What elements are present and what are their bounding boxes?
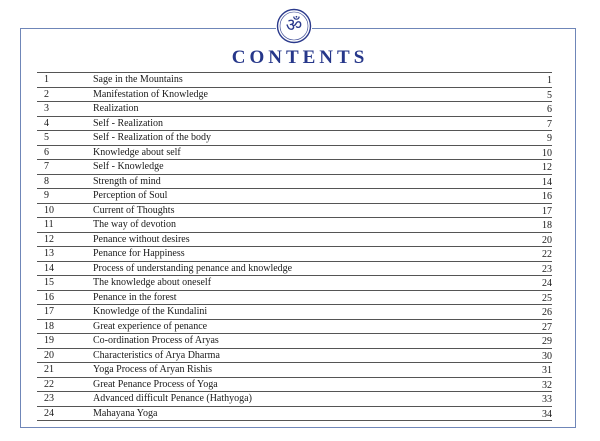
page-number: 34 [542,408,552,420]
chapter-number: 18 [44,320,54,332]
page-number: 22 [542,249,552,260]
chapter-number: 17 [44,306,54,317]
chapter-title: Realization [93,103,139,114]
toc-row [37,377,552,392]
toc-row [37,362,552,377]
toc-row [37,232,552,247]
toc-row [37,217,552,232]
chapter-title: Current of Thoughts [93,204,175,216]
page-number: 30 [542,350,552,362]
chapter-title: The way of devotion [93,219,177,230]
chapter-title: Knowledge of the Kundalini [93,306,208,317]
chapter-number: 19 [44,335,54,346]
page-number: 5 [547,89,552,101]
chapter-title: Yoga Process of Aryan Rishis [93,364,212,375]
toc-row [37,319,552,334]
page-number: 26 [542,307,552,318]
chapter-title: Co-ordination Process of Aryas [93,335,219,346]
chapter-number: 12 [44,233,54,245]
toc-row [37,174,552,189]
chapter-number: 13 [44,248,54,259]
chapter-number: 14 [44,262,54,274]
chapter-title: Mahayana Yoga [93,407,158,419]
chapter-title: Self - Realization of the body [93,132,212,143]
chapter-number: 3 [44,103,49,114]
chapter-title: Manifestation of Knowledge [93,88,208,100]
chapter-number: 20 [44,349,54,361]
toc-row [37,130,552,145]
page-number: 16 [542,191,552,202]
chapter-title: Strength of mind [93,175,161,187]
page-number: 29 [542,336,552,347]
page-number: 12 [542,162,552,173]
page-number: 10 [542,147,552,159]
toc-row [37,304,552,319]
om-symbol-icon: ॐ [285,15,303,36]
chapter-number: 22 [44,378,54,390]
toc-row [37,290,552,305]
om-emblem [276,8,312,44]
toc-row [37,333,552,348]
chapter-number: 1 [44,74,49,85]
toc-row [37,72,552,87]
chapter-title: Advanced difficult Penance (Hathyoga) [93,393,252,404]
chapter-title: Knowledge about self [93,146,181,158]
chapter-number: 9 [44,190,49,201]
chapter-title: Great experience of penance [93,320,208,332]
chapter-title: The knowledge about oneself [93,277,212,288]
page-number: 1 [547,75,552,86]
chapter-title: Process of understanding penance and knowledge [93,262,293,274]
chapter-number: 5 [44,132,49,143]
toc-row [37,275,552,290]
chapter-number: 2 [44,88,49,100]
toc-row [37,188,552,203]
page-number: 23 [542,263,552,275]
chapter-number: 4 [44,117,49,129]
page-number: 17 [542,205,552,217]
chapter-number: 24 [44,407,54,419]
chapter-title: Self - Realization [93,117,163,129]
chapter-title: Perception of Soul [93,190,168,201]
page-number: 25 [542,292,552,304]
chapter-title: Great Penance Process of Yoga [93,378,218,390]
toc-row [37,145,552,160]
toc-row [37,87,552,102]
page-number: 33 [542,394,552,405]
chapter-title: Penance in the forest [93,291,177,303]
page-number: 7 [547,118,552,130]
toc-row [37,261,552,276]
chapter-number: 21 [44,364,54,375]
page-number: 27 [542,321,552,333]
chapter-number: 16 [44,291,54,303]
chapter-title: Penance without desires [93,233,190,245]
page-number: 24 [542,278,552,289]
page-number: 14 [542,176,552,188]
toc-row [37,348,552,363]
chapter-title: Self - Knowledge [93,161,164,172]
chapter-number: 10 [44,204,54,216]
toc-row [37,391,552,406]
toc-row [37,246,552,261]
chapter-title: Characteristics of Arya Dharma [93,349,220,361]
toc-row [37,159,552,174]
toc-row [37,406,552,421]
page-number: 31 [542,365,552,376]
toc-row [37,203,552,218]
table-of-contents [37,72,552,421]
page-number: 20 [542,234,552,246]
page-number: 6 [547,104,552,115]
chapter-title: Sage in the Mountains [93,74,183,85]
page-title: CONTENTS [231,47,369,68]
chapter-number: 6 [44,146,49,158]
chapter-number: 15 [44,277,54,288]
chapter-number: 23 [44,393,54,404]
page-number: 32 [542,379,552,391]
chapter-title: Penance for Happiness [93,248,185,259]
toc-row [37,101,552,116]
chapter-number: 11 [44,219,54,230]
chapter-number: 7 [44,161,49,172]
chapter-number: 8 [44,175,49,187]
page-number: 9 [547,133,552,144]
toc-row [37,116,552,131]
page-number: 18 [542,220,552,231]
